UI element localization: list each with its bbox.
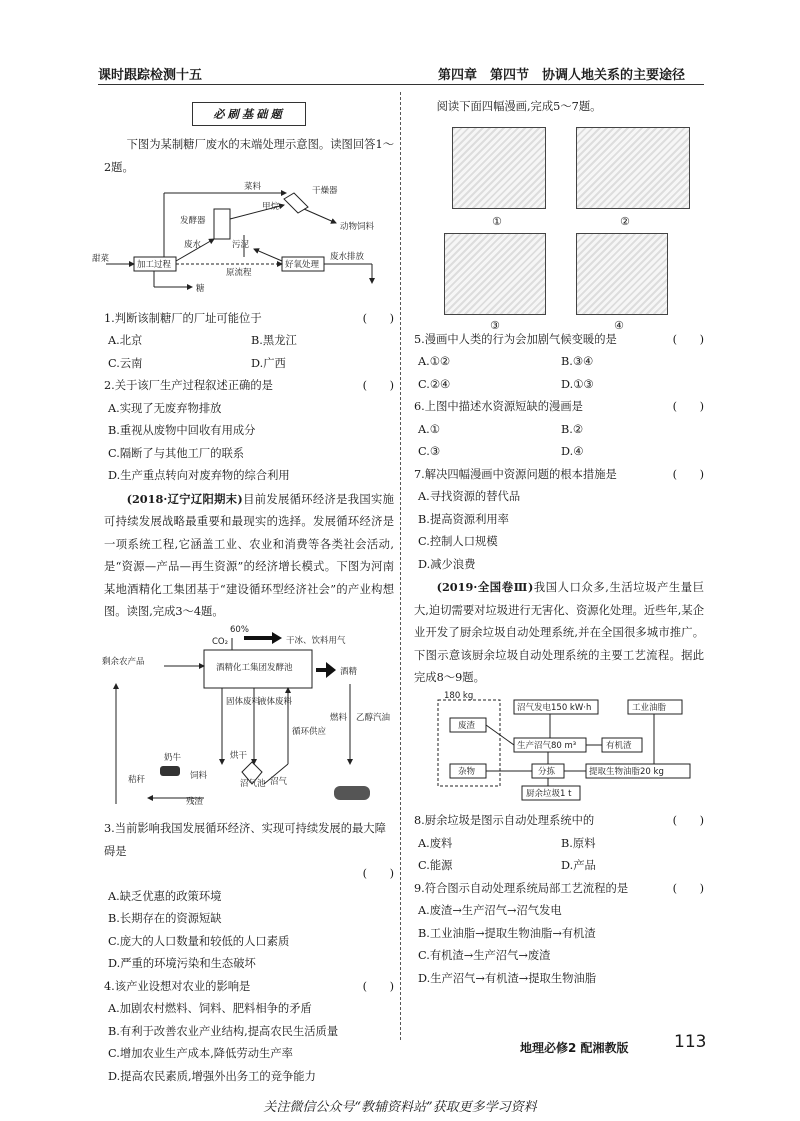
header-left: 课时跟踪检测十五 — [98, 68, 203, 83]
fig3-label: 沼气发电150 kW·h — [517, 702, 592, 713]
option: A.废渣→生产沼气→沼气发电 — [418, 904, 562, 917]
fig2-label: 循环供应 — [292, 726, 327, 737]
fig1-label: 干燥器 — [312, 186, 338, 196]
option: B.原料 — [561, 836, 596, 850]
option: C.云南 — [108, 356, 143, 370]
comic-grid — [414, 119, 704, 332]
fig3-label: 提取生物油脂20 kg — [589, 766, 664, 777]
fig2-label: 饲料 — [190, 770, 208, 781]
fig3-label: 废渣 — [458, 720, 476, 731]
question-8: 8.厨余垃圾是图示自动处理系统中的 ( ) — [414, 814, 704, 827]
promo-banner: 关注微信公众号“教辅资料站”获取更多学习资料 — [263, 1100, 537, 1115]
fig1-label: 废水排放 — [330, 252, 365, 262]
option: C.控制人口规模 — [418, 535, 498, 548]
fig2-label: 液体废料 — [258, 696, 293, 707]
fig2-label: 60% — [230, 624, 249, 635]
q4-options — [108, 998, 394, 1088]
right-column — [414, 96, 704, 990]
q6-options — [418, 419, 704, 464]
sugar-factory-diagram — [92, 179, 394, 299]
option: D.④ — [561, 445, 584, 458]
circular-economy-diagram — [104, 624, 394, 810]
comic-image — [576, 233, 668, 315]
question-3: 3.当前影响我国发展循环经济、实现可持续发展的最大障碍是 — [104, 822, 386, 858]
option: A.北京 — [108, 334, 143, 347]
q3-options — [108, 886, 394, 976]
kitchen-waste-diagram — [414, 690, 704, 802]
fig3-label: 工业油脂 — [632, 702, 667, 713]
fig2-label: 燃料 — [330, 712, 348, 723]
comic-image — [444, 233, 546, 315]
option: A.废料 — [418, 836, 453, 850]
question-9: 9.符合图示自动处理系统局部工艺流程的是 ( ) — [414, 881, 704, 895]
fig1-label: 污泥 — [232, 240, 250, 250]
option: D.广西 — [251, 356, 286, 370]
fig2-label: 残渣 — [186, 796, 204, 807]
left-column — [92, 96, 394, 1088]
q2-options — [108, 398, 394, 488]
fig2-label: 酒精 — [340, 666, 358, 677]
comic-label: ④ — [614, 318, 624, 332]
option: B.工业油脂→提取生物油脂→有机渣 — [418, 926, 596, 940]
option: D.提高农民素质,增强外出务工的竞争能力 — [108, 1069, 316, 1083]
option: D.生产沼气→有机渣→提取生物油脂 — [418, 971, 597, 985]
option: A.缺乏优惠的政策环境 — [108, 889, 222, 903]
question-7: 7.解决四幅漫画中资源问题的根本措施是 ( ) — [414, 467, 704, 481]
option: C.②④ — [418, 377, 451, 391]
option: C.③ — [418, 445, 440, 458]
option: C.隔断了与其他工厂的联系 — [108, 446, 245, 460]
question-1: 1.判断该制糖厂的厂址可能位于 ( ) — [104, 311, 394, 325]
option: B.有利于改善农业产业结构,提高农民生活质量 — [108, 1024, 339, 1038]
fig1-label: 发酵器 — [180, 216, 206, 226]
fig2-label: CO₂ — [212, 636, 229, 647]
fig1-label: 糖 — [196, 284, 205, 294]
fig2-label: 沼气 — [270, 776, 288, 787]
option: A.加剧农村燃料、饲料、肥料相争的矛盾 — [108, 1002, 312, 1015]
question-2: 2.关于该厂生产过程叙述正确的是 ( ) — [104, 379, 394, 392]
fig1-label: 甜菜 — [92, 254, 110, 264]
fig2-label: 剩余农产品 — [102, 656, 145, 667]
question-3-paren: ( ) — [362, 867, 394, 880]
fig3-label: 生产沼气80 m³ — [517, 740, 577, 751]
intro-sugar-factory: 下图为某制糖厂废水的末端处理示意图。读图回答1～2题。 — [104, 138, 394, 174]
option: C.庞大的人口数量和较低的人口素质 — [108, 934, 290, 948]
option: B.② — [561, 422, 584, 436]
option: C.增加农业生产成本,降低劳动生产率 — [108, 1047, 293, 1060]
fig2-label: 秸秆 — [128, 774, 146, 785]
option: D.减少浪费 — [418, 557, 476, 571]
comic-label: ① — [492, 214, 502, 228]
fig1-label: 好氧处理 — [285, 260, 320, 270]
option: C.能源 — [418, 859, 453, 872]
fig1-label: 原流程 — [226, 268, 252, 278]
fig1-label: 菜料 — [244, 182, 262, 192]
option: A.实现了无废弃物排放 — [108, 401, 222, 415]
option: B.③④ — [561, 355, 594, 368]
fig2-label: 烘干 — [230, 750, 248, 761]
fig1-label: 废水 — [184, 240, 202, 250]
q8-options — [418, 833, 704, 878]
question-4: 4.该产业设想对农业的影响是 ( ) — [104, 979, 394, 993]
option: D.生产重点转向对废弃物的综合利用 — [108, 469, 290, 482]
fig2-label: 奶牛 — [164, 752, 182, 763]
header-rule — [98, 84, 704, 85]
option: D.产品 — [561, 859, 596, 872]
question-6: 6.上图中描述水资源短缺的漫画是 ( ) — [414, 400, 704, 413]
fig1-label: 动物饲料 — [340, 222, 375, 232]
comic-label: ③ — [490, 318, 500, 332]
fig1-label: 加工过程 — [137, 260, 172, 270]
q5-options — [418, 351, 704, 396]
fig3-label: 分拣 — [538, 766, 556, 777]
option: A.寻找资源的替代品 — [418, 490, 521, 503]
fig3-label: 杂物 — [458, 766, 476, 777]
fig2-label: 固体废料 — [226, 696, 261, 707]
q1-options — [108, 330, 394, 375]
option: D.①③ — [561, 377, 594, 391]
option: D.严重的环境污染和生态破坏 — [108, 957, 256, 970]
footer-book-title: 地理必修2 配湘教版 — [520, 1041, 629, 1055]
fig3-label: 厨余垃圾1 t — [526, 788, 572, 799]
fig3-label: 180 kg — [444, 690, 474, 701]
fig2-label: 干冰、饮料用气 — [286, 635, 346, 646]
intro-circular-economy: (2018·辽宁辽阳期末)目前发展循环经济是我国实施可持续发展战略最重要和最现实的选择。发展循环经济是一项系统工程,它涵盖工业、农业和消费等各类社会活动,是“资源—产品—再生资源”的经济增长模式。下图为河南某地酒精化工集团基于“建设循环型经济社会”的产业构想图。读图,完成3～4题。 — [104, 491, 394, 618]
option: B.提高资源利用率 — [418, 512, 509, 526]
fig3-label: 有机渣 — [606, 740, 632, 751]
comic-label: ② — [620, 214, 630, 228]
column-divider — [400, 92, 401, 1040]
option: A.① — [418, 422, 440, 436]
section-badge: 必刷基础题 — [192, 102, 306, 126]
page-number: 113 — [674, 1032, 707, 1052]
intro-comics: 阅读下面四幅漫画,完成5～7题。 — [436, 100, 602, 113]
option: B.黑龙江 — [251, 334, 297, 347]
fig2-label: 沼气池 — [240, 778, 266, 789]
option: B.长期存在的资源短缺 — [108, 912, 222, 925]
fig2-label: 酒精化工集团发酵池 — [216, 662, 293, 673]
option: C.有机渣→生产沼气→废渣 — [418, 949, 551, 962]
option: B.重视从废物中回收有用成分 — [108, 424, 256, 437]
comic-image — [576, 127, 690, 209]
option: A.①② — [418, 355, 451, 368]
q9-options — [418, 900, 704, 990]
header-right: 第四章 第四节 协调人地关系的主要途径 — [438, 68, 686, 83]
comic-image — [452, 127, 546, 209]
q7-options — [418, 486, 704, 576]
fig1-label: 甲烷 — [262, 202, 280, 212]
intro-kitchen-waste: (2019·全国卷Ⅲ)我国人口众多,生活垃圾产生量巨大,迫切需要对垃圾进行无害化、资源化处理。近些年,某企业开发了厨余垃圾自动处理系统,并在全国很多城市推广。下图示意该厨余垃圾自动处理系统的主要工艺流程。据此完成8～9题。 — [414, 580, 704, 684]
question-5: 5.漫画中人类的行为会加剧气候变暖的是 ( ) — [414, 332, 704, 346]
fig2-label: 乙醇汽油 — [356, 712, 391, 723]
